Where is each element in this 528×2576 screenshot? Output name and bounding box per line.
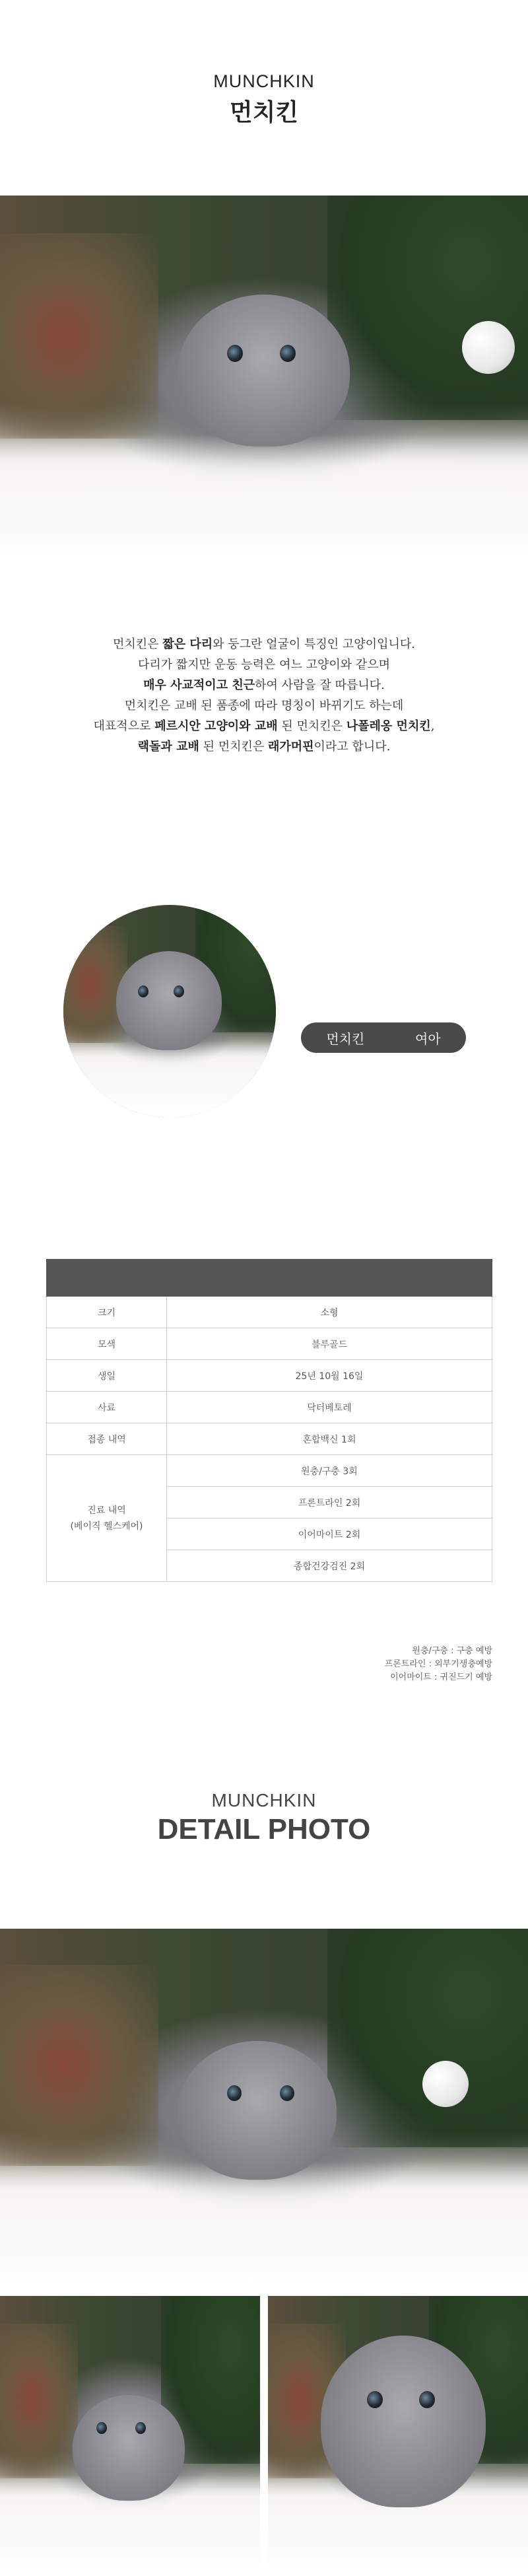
body-text: 된 먼치킨은	[277, 719, 346, 733]
intro-line	[0, 655, 528, 675]
note-item: 이어마이트 : 귀진드기 예방	[390, 1672, 492, 1682]
detail-title: DETAIL PHOTO	[157, 1813, 371, 1845]
row-label: 크기	[47, 1297, 167, 1328]
body-text: 먼치킨은 교배 된 품종에 따라 명칭이 바뀌기도 하는데	[124, 699, 404, 713]
row-value: 닥터베토레	[167, 1392, 492, 1423]
detail-title-en: MUNCHKIN	[211, 1790, 317, 1810]
body-text: ,	[430, 719, 435, 733]
kitten-avatar	[63, 905, 276, 1118]
breed-label: 먼치킨	[326, 1030, 365, 1047]
care-item: 이어마이트 2회	[167, 1519, 492, 1550]
table-row	[47, 1328, 492, 1360]
highlight-text: 매우 사교적이고 친근	[143, 678, 255, 692]
row-value: 블루골드	[167, 1328, 492, 1360]
table-header-row	[47, 1260, 492, 1297]
care-label	[47, 1455, 167, 1582]
care-item: 종합건강검진 2회	[167, 1550, 492, 1582]
detail-photo-main	[0, 1929, 528, 2293]
note-item: 프론트라인 : 외부기생충예방	[384, 1659, 492, 1669]
row-value: 소형	[167, 1297, 492, 1328]
intro-line	[0, 736, 528, 757]
detail-photo-left	[0, 2296, 260, 2576]
main-kitten-photo	[0, 196, 528, 569]
table-row	[47, 1423, 492, 1455]
intro-line	[0, 716, 528, 736]
page-header	[0, 0, 528, 196]
highlight-text: 페르시안 고양이와 교배	[154, 719, 278, 733]
body-text: 와 둥그란 얼굴이 특징인 고양이입니다.	[213, 637, 415, 651]
highlight-text: 랙돌과 교배	[137, 740, 199, 754]
profile-badge	[301, 1022, 466, 1053]
row-label: 모색	[47, 1328, 167, 1360]
body-text: 이라고 합니다.	[314, 740, 391, 754]
body-text: 먼치킨은	[113, 637, 163, 651]
table-row	[47, 1360, 492, 1392]
body-text: 하여 사람을 잘 따릅니다.	[255, 678, 385, 692]
table-row	[47, 1297, 492, 1328]
table-row	[47, 1455, 492, 1487]
care-notes	[385, 1645, 492, 1684]
row-label: 사료	[47, 1392, 167, 1423]
intro-line	[0, 675, 528, 696]
kitten-info-table	[46, 1259, 492, 1582]
row-value: 혼합백신 1회	[167, 1423, 492, 1455]
body-text: 대표적으로	[93, 719, 155, 733]
care-item: 프론트라인 2회	[167, 1487, 492, 1519]
table-row	[47, 1392, 492, 1423]
highlight-text: 짧은 다리	[162, 637, 213, 651]
row-label: 생일	[47, 1360, 167, 1392]
detail-photo-right	[268, 2296, 528, 2576]
care-item: 원충/구충 3회	[167, 1455, 492, 1487]
highlight-text: 래가머핀	[267, 740, 314, 754]
care-label-sub: (베이직 헬스케어)	[70, 1521, 143, 1532]
row-value: 25년 10월 16일	[167, 1360, 492, 1392]
highlight-text: 나폴레옹 먼치킨	[346, 719, 431, 733]
intro-line	[0, 634, 528, 655]
sex-label: 여아	[415, 1030, 441, 1047]
care-label-main: 진료 내역	[87, 1505, 126, 1516]
body-text: 된 먼치킨은	[199, 740, 268, 754]
breed-description	[0, 634, 528, 757]
note-item: 원충/구충 : 구충 예방	[412, 1646, 492, 1656]
breed-title-en: MUNCHKIN	[213, 71, 315, 91]
row-label: 접종 내역	[47, 1423, 167, 1455]
breed-title-ko: 먼치킨	[229, 99, 299, 126]
body-text: 다리가 짧지만 운동 능력은 여느 고양이와 같으며	[137, 658, 391, 672]
intro-line	[0, 696, 528, 716]
